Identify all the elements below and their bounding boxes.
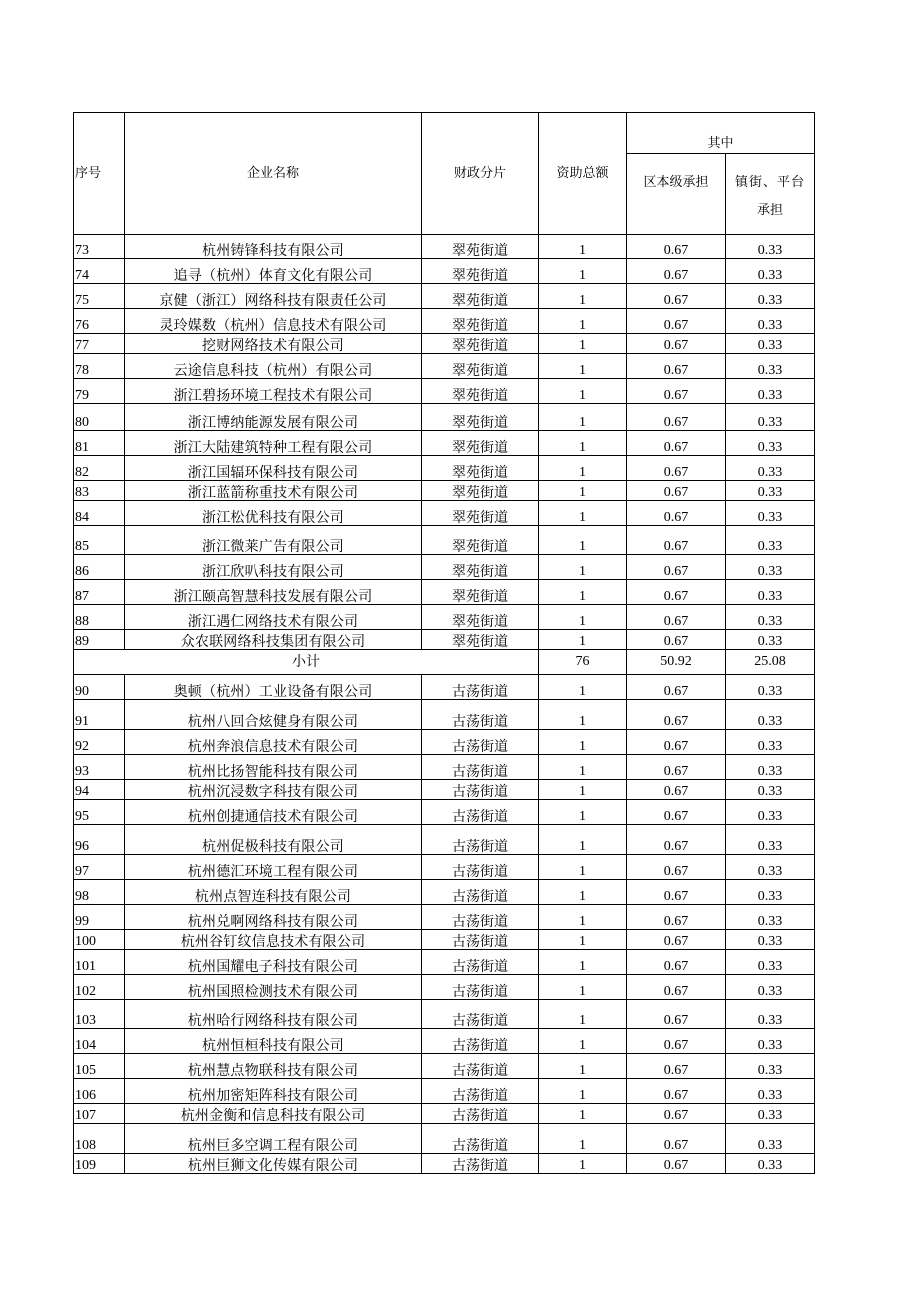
cell-total: 1 [539,975,627,1000]
cell-town-share: 0.33 [726,235,815,259]
cell-district-share: 0.67 [627,526,726,555]
cell-town-share: 0.33 [726,825,815,855]
cell-total: 1 [539,780,627,800]
cell-company-name: 浙江遇仁网络技术有限公司 [125,605,422,630]
cell-district-share: 0.67 [627,630,726,650]
cell-total: 1 [539,605,627,630]
cell-district-share: 0.67 [627,404,726,431]
cell-finance-area: 古荡街道 [422,855,539,880]
cell-finance-area: 古荡街道 [422,950,539,975]
cell-town-share: 0.33 [726,730,815,755]
cell-district-share: 0.67 [627,675,726,700]
cell-town-share: 0.33 [726,975,815,1000]
table-row [74,456,815,481]
table-row [74,481,815,501]
cell-company-name: 众农联网络科技集团有限公司 [125,630,422,650]
cell-finance-area: 翠苑街道 [422,431,539,456]
cell-district-share: 0.67 [627,755,726,780]
header-total: 资助总额 [539,113,627,235]
header-seq: 序号 [74,113,125,235]
cell-company-name: 浙江松优科技有限公司 [125,501,422,526]
cell-seq: 103 [74,1000,125,1029]
cell-district-share: 0.67 [627,780,726,800]
cell-finance-area: 翠苑街道 [422,284,539,309]
table-row [74,855,815,880]
cell-district-share: 0.67 [627,1000,726,1029]
cell-total: 1 [539,1029,627,1054]
subtotal-district: 50.92 [627,650,726,675]
table-row [74,235,815,259]
cell-seq: 76 [74,309,125,334]
cell-company-name: 杭州沉浸数字科技有限公司 [125,780,422,800]
cell-seq: 91 [74,700,125,730]
table-row [74,1104,815,1124]
cell-seq: 88 [74,605,125,630]
header-company-name: 企业名称 [125,113,422,235]
cell-total: 1 [539,930,627,950]
table-row [74,284,815,309]
cell-town-share: 0.33 [726,456,815,481]
table-row [74,630,815,650]
cell-company-name: 奥顿（杭州）工业设备有限公司 [125,675,422,700]
cell-company-name: 杭州慧点物联科技有限公司 [125,1054,422,1079]
cell-district-share: 0.67 [627,456,726,481]
cell-finance-area: 翠苑街道 [422,309,539,334]
table-row [74,950,815,975]
cell-company-name: 杭州奔浪信息技术有限公司 [125,730,422,755]
cell-finance-area: 翠苑街道 [422,526,539,555]
table-row [74,825,815,855]
table-row [74,700,815,730]
cell-seq: 82 [74,456,125,481]
cell-seq: 85 [74,526,125,555]
cell-company-name: 浙江颐高智慧科技发展有限公司 [125,580,422,605]
cell-town-share: 0.33 [726,1079,815,1104]
table-row [74,880,815,905]
header-town-share-line2: 承担 [757,203,784,218]
cell-town-share: 0.33 [726,700,815,730]
cell-finance-area: 古荡街道 [422,730,539,755]
cell-total: 1 [539,700,627,730]
cell-seq: 84 [74,501,125,526]
cell-seq: 106 [74,1079,125,1104]
table-row [74,431,815,456]
cell-total: 1 [539,309,627,334]
cell-company-name: 杭州国耀电子科技有限公司 [125,950,422,975]
cell-seq: 92 [74,730,125,755]
cell-district-share: 0.67 [627,481,726,501]
table-body [74,235,815,1174]
cell-total: 1 [539,755,627,780]
cell-total: 1 [539,404,627,431]
cell-finance-area: 翠苑街道 [422,555,539,580]
cell-total: 1 [539,1000,627,1029]
cell-finance-area: 翠苑街道 [422,354,539,379]
cell-seq: 77 [74,334,125,354]
cell-seq: 79 [74,379,125,404]
table-row [74,755,815,780]
cell-district-share: 0.67 [627,605,726,630]
cell-district-share: 0.67 [627,555,726,580]
cell-total: 1 [539,855,627,880]
cell-company-name: 杭州金衡和信息科技有限公司 [125,1104,422,1124]
cell-company-name: 浙江蓝箭称重技术有限公司 [125,481,422,501]
cell-town-share: 0.33 [726,259,815,284]
table-row [74,354,815,379]
cell-town-share: 0.33 [726,930,815,950]
cell-finance-area: 翠苑街道 [422,456,539,481]
cell-finance-area: 古荡街道 [422,755,539,780]
cell-town-share: 0.33 [726,555,815,580]
cell-company-name: 杭州兑啊网络科技有限公司 [125,905,422,930]
cell-district-share: 0.67 [627,580,726,605]
table-row [74,580,815,605]
cell-company-name: 追寻（杭州）体育文化有限公司 [125,259,422,284]
cell-district-share: 0.67 [627,284,726,309]
cell-company-name: 京健（浙江）网络科技有限责任公司 [125,284,422,309]
cell-finance-area: 翠苑街道 [422,235,539,259]
table-row [74,526,815,555]
cell-district-share: 0.67 [627,1054,726,1079]
cell-district-share: 0.67 [627,354,726,379]
cell-company-name: 杭州促极科技有限公司 [125,825,422,855]
cell-seq: 95 [74,800,125,825]
cell-company-name: 浙江欣叭科技有限公司 [125,555,422,580]
cell-company-name: 杭州创捷通信技术有限公司 [125,800,422,825]
cell-total: 1 [539,526,627,555]
cell-total: 1 [539,1154,627,1174]
table-row [74,334,815,354]
cell-town-share: 0.33 [726,1104,815,1124]
cell-district-share: 0.67 [627,855,726,880]
cell-town-share: 0.33 [726,501,815,526]
subtotal-total: 76 [539,650,627,675]
cell-seq: 86 [74,555,125,580]
cell-company-name: 浙江微莱广告有限公司 [125,526,422,555]
cell-town-share: 0.33 [726,755,815,780]
cell-company-name: 浙江大陆建筑特种工程有限公司 [125,431,422,456]
cell-total: 1 [539,481,627,501]
cell-company-name: 杭州恒桓科技有限公司 [125,1029,422,1054]
cell-town-share: 0.33 [726,780,815,800]
table-row [74,259,815,284]
cell-total: 1 [539,580,627,605]
cell-district-share: 0.67 [627,259,726,284]
cell-finance-area: 古荡街道 [422,880,539,905]
cell-town-share: 0.33 [726,404,815,431]
cell-seq: 90 [74,675,125,700]
cell-district-share: 0.67 [627,730,726,755]
cell-district-share: 0.67 [627,880,726,905]
cell-town-share: 0.33 [726,950,815,975]
cell-finance-area: 古荡街道 [422,800,539,825]
cell-seq: 108 [74,1124,125,1154]
cell-finance-area: 翠苑街道 [422,404,539,431]
cell-total: 1 [539,825,627,855]
cell-district-share: 0.67 [627,1079,726,1104]
cell-total: 1 [539,1104,627,1124]
cell-district-share: 0.67 [627,309,726,334]
table-row [74,675,815,700]
table-header [74,113,815,235]
cell-finance-area: 古荡街道 [422,1000,539,1029]
cell-finance-area: 古荡街道 [422,1054,539,1079]
table-row [74,555,815,580]
cell-district-share: 0.67 [627,700,726,730]
cell-total: 1 [539,1079,627,1104]
cell-total: 1 [539,675,627,700]
header-district-share [627,154,726,235]
cell-town-share: 0.33 [726,1154,815,1174]
cell-town-share: 0.33 [726,379,815,404]
cell-finance-area: 翠苑街道 [422,501,539,526]
cell-district-share: 0.67 [627,1154,726,1174]
cell-finance-area: 古荡街道 [422,825,539,855]
cell-total: 1 [539,1124,627,1154]
cell-total: 1 [539,431,627,456]
cell-seq: 73 [74,235,125,259]
cell-seq: 98 [74,880,125,905]
cell-finance-area: 翠苑街道 [422,379,539,404]
cell-finance-area: 古荡街道 [422,1104,539,1124]
cell-district-share: 0.67 [627,825,726,855]
cell-town-share: 0.33 [726,880,815,905]
table-row [74,309,815,334]
cell-seq: 94 [74,780,125,800]
header-town-share-line1: 镇街、平台 [735,175,806,190]
cell-total: 1 [539,950,627,975]
table-row [74,1000,815,1029]
cell-town-share: 0.33 [726,1124,815,1154]
cell-company-name: 杭州比扬智能科技有限公司 [125,755,422,780]
cell-seq: 80 [74,404,125,431]
cell-finance-area: 翠苑街道 [422,481,539,501]
cell-total: 1 [539,235,627,259]
subtotal-row [74,650,815,675]
cell-district-share: 0.67 [627,1104,726,1124]
cell-company-name: 杭州国照检测技术有限公司 [125,975,422,1000]
cell-total: 1 [539,284,627,309]
cell-district-share: 0.67 [627,800,726,825]
cell-town-share: 0.33 [726,1029,815,1054]
cell-finance-area: 翠苑街道 [422,605,539,630]
cell-company-name: 杭州巨多空调工程有限公司 [125,1124,422,1154]
cell-company-name: 挖财网络技术有限公司 [125,334,422,354]
header-of-which: 其中 [627,113,815,154]
cell-town-share: 0.33 [726,1000,815,1029]
cell-town-share: 0.33 [726,905,815,930]
cell-company-name: 杭州哈行网络科技有限公司 [125,1000,422,1029]
cell-seq: 81 [74,431,125,456]
cell-finance-area: 古荡街道 [422,675,539,700]
cell-district-share: 0.67 [627,501,726,526]
cell-company-name: 杭州八回合炫健身有限公司 [125,700,422,730]
cell-seq: 99 [74,905,125,930]
subtotal-town: 25.08 [726,650,815,675]
table-row [74,930,815,950]
cell-town-share: 0.33 [726,605,815,630]
cell-town-share: 0.33 [726,580,815,605]
table-row [74,730,815,755]
cell-district-share: 0.67 [627,975,726,1000]
cell-total: 1 [539,905,627,930]
cell-company-name: 杭州加密矩阵科技有限公司 [125,1079,422,1104]
table-row [74,605,815,630]
cell-district-share: 0.67 [627,1124,726,1154]
cell-district-share: 0.67 [627,334,726,354]
cell-town-share: 0.33 [726,431,815,456]
table-row [74,1054,815,1079]
cell-town-share: 0.33 [726,334,815,354]
cell-finance-area: 翠苑街道 [422,630,539,650]
header-town-share [726,154,815,235]
cell-finance-area: 古荡街道 [422,780,539,800]
table-row [74,1029,815,1054]
cell-company-name: 浙江国辐环保科技有限公司 [125,456,422,481]
cell-finance-area: 古荡街道 [422,930,539,950]
cell-seq: 97 [74,855,125,880]
cell-district-share: 0.67 [627,905,726,930]
table-row [74,780,815,800]
cell-seq: 83 [74,481,125,501]
cell-total: 1 [539,354,627,379]
cell-seq: 105 [74,1054,125,1079]
cell-total: 1 [539,501,627,526]
cell-total: 1 [539,800,627,825]
cell-seq: 75 [74,284,125,309]
cell-town-share: 0.33 [726,354,815,379]
cell-seq: 78 [74,354,125,379]
table-row [74,404,815,431]
cell-seq: 102 [74,975,125,1000]
cell-total: 1 [539,880,627,905]
table-row [74,1154,815,1174]
table-row [74,905,815,930]
cell-town-share: 0.33 [726,675,815,700]
cell-seq: 74 [74,259,125,284]
cell-company-name: 浙江博纳能源发展有限公司 [125,404,422,431]
cell-finance-area: 古荡街道 [422,1124,539,1154]
cell-company-name: 杭州谷钉纹信息技术有限公司 [125,930,422,950]
funding-table [73,112,815,1174]
cell-company-name: 杭州铸锋科技有限公司 [125,235,422,259]
cell-district-share: 0.67 [627,431,726,456]
cell-total: 1 [539,1054,627,1079]
table-row [74,975,815,1000]
cell-finance-area: 古荡街道 [422,975,539,1000]
cell-total: 1 [539,456,627,481]
cell-district-share: 0.67 [627,1029,726,1054]
cell-total: 1 [539,630,627,650]
cell-total: 1 [539,259,627,284]
cell-town-share: 0.33 [726,800,815,825]
cell-company-name: 浙江碧扬环境工程技术有限公司 [125,379,422,404]
cell-town-share: 0.33 [726,284,815,309]
cell-company-name: 云途信息科技（杭州）有限公司 [125,354,422,379]
cell-district-share: 0.67 [627,930,726,950]
cell-seq: 101 [74,950,125,975]
table-row [74,501,815,526]
cell-finance-area: 古荡街道 [422,1154,539,1174]
cell-town-share: 0.33 [726,481,815,501]
cell-finance-area: 翠苑街道 [422,580,539,605]
subtotal-label: 小计 [74,650,539,675]
cell-finance-area: 古荡街道 [422,1029,539,1054]
cell-seq: 96 [74,825,125,855]
cell-company-name: 杭州巨狮文化传媒有限公司 [125,1154,422,1174]
cell-finance-area: 翠苑街道 [422,334,539,354]
cell-total: 1 [539,379,627,404]
cell-town-share: 0.33 [726,309,815,334]
cell-total: 1 [539,334,627,354]
cell-seq: 100 [74,930,125,950]
cell-town-share: 0.33 [726,855,815,880]
header-district-share-label: 区本级承担 [643,175,709,190]
cell-seq: 109 [74,1154,125,1174]
cell-seq: 87 [74,580,125,605]
cell-total: 1 [539,730,627,755]
cell-town-share: 0.33 [726,630,815,650]
cell-total: 1 [539,555,627,580]
cell-company-name: 杭州德汇环境工程有限公司 [125,855,422,880]
cell-finance-area: 古荡街道 [422,700,539,730]
cell-town-share: 0.33 [726,526,815,555]
cell-seq: 107 [74,1104,125,1124]
header-finance-area: 财政分片 [422,113,539,235]
cell-seq: 104 [74,1029,125,1054]
cell-seq: 89 [74,630,125,650]
table-row [74,1079,815,1104]
cell-company-name: 杭州点智连科技有限公司 [125,880,422,905]
cell-town-share: 0.33 [726,1054,815,1079]
cell-district-share: 0.67 [627,379,726,404]
cell-district-share: 0.67 [627,950,726,975]
cell-finance-area: 古荡街道 [422,905,539,930]
cell-finance-area: 翠苑街道 [422,259,539,284]
cell-district-share: 0.67 [627,235,726,259]
table-row [74,1124,815,1154]
cell-seq: 93 [74,755,125,780]
table-row [74,379,815,404]
cell-company-name: 灵玲媒数（杭州）信息技术有限公司 [125,309,422,334]
table-row [74,800,815,825]
cell-finance-area: 古荡街道 [422,1079,539,1104]
